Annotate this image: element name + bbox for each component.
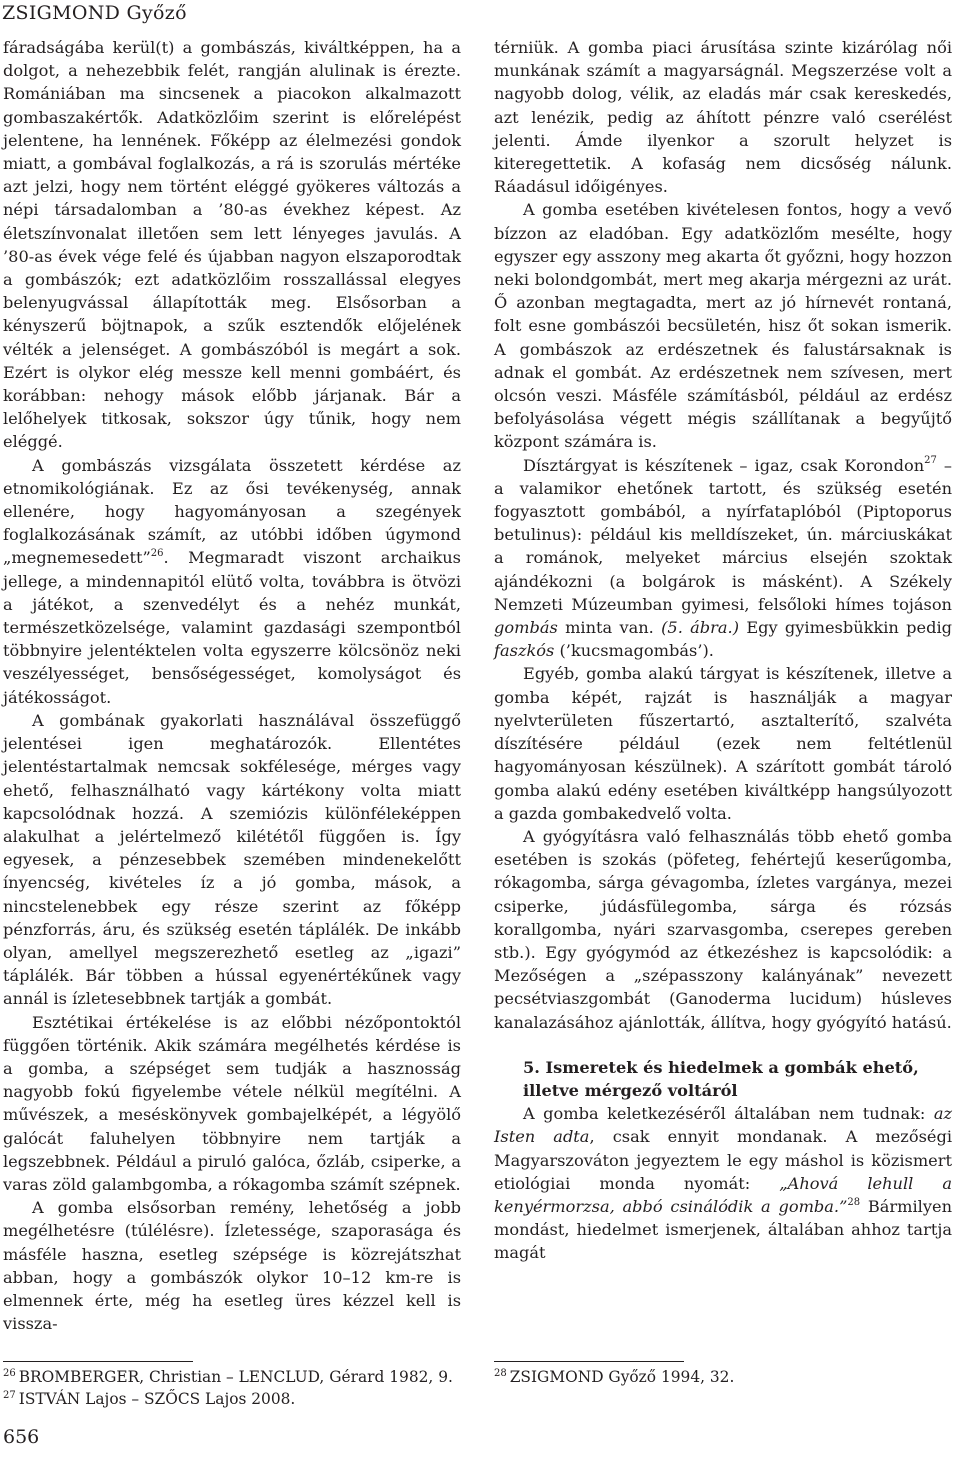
section-heading: 5. Ismeretek és hiedelmek a gombák ehető, illetve mérgező voltáról bbox=[523, 1057, 919, 1100]
paragraph: A gomba keletkezéséről általában nem tudnak: az Isten adta, csak ennyit mondanak. A mezőségi Magyarszováton jegyeztem le egy máshol is közismert etiológiai monda nyomát: „Ahová lehull a kenyérmorzsa, abbó csinálódik a gomba.”$^{28}$ Bármilyen mondást, hiedelmet ismerjenek, általában ahhoz tartja magát bbox=[494, 1104, 952, 1263]
footnote-rule bbox=[494, 1361, 684, 1362]
paragraph: fáradságába kerül(t) a gombászás, kiváltképpen, ha a dolgot, a nehezebbik felét, rangján alulinak is érezte. Romániában ma sincsenek a piacokon alkalmazott gombaszakértők. Adatközlőim szerint is előrelépést jelentene, ha lennének. Főképp az élelmezési gondok miatt, a gombával foglalkozás, a rá is szorulás mértéke azt jelzi, hogy nem történt eléggé gyökeres változás a népi társadalomban a ’80-as évekhez képest. Az életszínvonalat illetően sem lett lényeges javulás. A ’80-as évek vége felé és újabban nagyon elszaporodtak a gombászók; ezt adatközlőim rosszallással elegyes belenyugvással állapították meg. Elsősorban a kényszerű böjtnapok, a szűk esztendők előjelének vélték a jelenséget. A gombászóból is megárt a sok. Ezért is olykor elég messze kell menni gombáért, és korábban: nehogy mások előbb járjanak. Bár a lelőhelyek titkosak, sokszor úgy tűnik, hogy nem eléggé. bbox=[3, 38, 461, 452]
paragraph: Esztétikai értékelése is az előbbi nézőpontoktól függően történik. Akik számára megélhetés kérdése is a gomba, a szépséget sem tudják a hasznosság nagyobb fokú figyelembe vétele nélkül megítélni. A művészek, a meséskönyvek gombajelképét, a légyölő galócát faluhelyen többnyire nem tartják a legszebbnek. Például a piruló galóca, őzláb, csiperke, a varas zöld galambgomba, a rókagomba számít szépnek. bbox=[3, 1012, 461, 1194]
footnote-rule bbox=[3, 1361, 193, 1362]
paragraph: Dísztárgyat is készítenek – igaz, csak Korondon$^{27}$ – a valamikor ehetőnek tartott, és szükség esetén fogyasztott gombából, a nyírfataplóból (Piptoporus betulinus): például kis melldíszeket, ún. márciuskákat a románok, melyeket március elsején szoktak ajándékozni (a bolgárok is másként). A Székely Nemzeti Múzeumban gyimesi, felsőloki hímes tojáson gombás minta van. (5. ábra.) Egy gyimesbükkin pedig faszkós (’kucsmagombás’). bbox=[494, 455, 952, 661]
paragraph: A gyógyításra való felhasználás több ehető gomba esetében is szokás (pöfeteg, fehértejű keserűgomba, rókagomba, sárga gévagomba, ízletes vargánya, mezei csiperke, júdásfülegomba, sárga és rózsás korallgomba, nyári szarvasgomba, cserepes gereben stb.). Egy gyógymód az étkezéshez is kapcsolódik: a Mezőségen a „szépasszony kalányának” nevezett pecsétviaszgombát (Ganoderma lucidum) húsleves kanalazásához ajánlották, állítva, hogy gyógyító hatású. bbox=[494, 826, 952, 1032]
paragraph: A gombának gyakorlati használával összefüggő jelentései igen meghatározók. Ellentétes jelentéstartalmak nemcsak sokfélesége, mérges vagy ehető, felhasználható vagy kártékony volta miatt kapcsolódnak hozzá. A szemiózis különféleképpen alakulhat a jelértelmező kilététől függően is. Így egyesek, a pénzesebbek szemében mindenekelőtt ínyencség, kivételes íz a jó gomba, mások, a nincstelenebbek egy része szerint az főképp pénzforrás, áru, és szükség esetén táplálék. De inkább olyan, amellyel megszerezhető esetleg az „igazi” táplálék. Bár többen a hússal egyenértékűnek vagy annál is ízletesebbnek tartják a gombát. bbox=[3, 710, 461, 1009]
paragraph: A gomba elsősorban remény, lehetőség a jobb megélhetésre (túlélésre). Ízletessége, szaporasága és másféle haszna, esetleg szépsége is közrejátszhat abban, hogy a gombászók olykor 10–12 km-re is elmennek érte, még ha esetleg üres kézzel kell is vissza- bbox=[3, 1198, 461, 1334]
footnote: $^{28}$ ZSIGMOND Győző 1994, 32. bbox=[494, 1367, 735, 1386]
paragraph: A gombászás vizsgálata összetett kérdése az etnomikológiának. Ez az ősi tevékenység, annak ellenére, hogy hagyományosan a szegények foglalkozásának számít, az utóbbi időben úgymond „megnemesedett”$^{26}$. Megmaradt viszont archaikus jellege, a mindennapitól elütő volta, továbbra is ötvözi a játékot, a szenvedélyt és a nehéz munkát, természetközelsége, valamint gazdasági szempontból többnyire jelentéktelen volta egyszerre kölcsönöz neki veszélyességet, bensőségességet, komolyságot és játékosságot. bbox=[3, 455, 461, 707]
paragraph: Egyéb, gomba alakú tárgyat is készítenek, illetve a gomba képét, rajzát is használják a magyar nyelvterületen fűszertartó, asztalterítő, szalvéta díszítésére például (ezek nem feltétlenül hagyományosan készülnek). A szárított gombát tároló gomba alakú edény esetében kiváltképp hangsúlyozott a gazda gombakedvelő volta. bbox=[494, 664, 952, 823]
footnote: $^{27}$ ISTVÁN Lajos – SZŐCS Lajos 2008. bbox=[3, 1389, 296, 1408]
paragraph: térniük. A gomba piaci árusítása szinte kizárólag női munkának számít a magyarságnál. Megszerzése volt a nagyobb dolog, vélik, az eladás már csak kereskedés, azt lenézik, pedig az áhított pénzre való cserélést jelenti. Ámde ilyenkor a szorult helyzet is kiteregettetik. A kofaság nem dicsőség nálunk. Ráadásul időigényes. bbox=[494, 38, 952, 197]
right-column bbox=[494, 36, 952, 1265]
footnote: $^{26}$ BROMBERGER, Christian – LENCLUD, Gérard 1982, 9. bbox=[3, 1367, 453, 1386]
running-head: ZSIGMOND Győző bbox=[2, 2, 187, 24]
footnote-ref: 27 bbox=[924, 455, 937, 467]
paragraph: A gomba esetében kivételesen fontos, hogy a vevő bízzon az eladóban. Egy adatközlőm mesélte, hogy egyszer egy asszony meg akarta őt győzni, hogy hozzon neki bolondgombát, mert meg akarja mérgezni az urát. Ő azonban megtagadta, mert az jó hírnevét rontaná, folt esne gombászói becsületén, hisz őt sokan ismerik. A gombászok az erdészetnek és falustársaknak is adnak el gombát. Az erdészetnek nem szívesen, mert olcsón veszi. Másféle számításból, például az erdész befolyásolása végett mégis szállítanak a begyűjtő központ számára is. bbox=[494, 200, 952, 452]
footnotes-left bbox=[3, 1366, 463, 1410]
footnotes-right bbox=[494, 1366, 952, 1388]
footnote-ref: 26 bbox=[150, 548, 164, 560]
left-column bbox=[3, 36, 461, 1335]
page-number: 656 bbox=[3, 1426, 40, 1448]
footnote-ref: 28 bbox=[847, 1196, 861, 1208]
